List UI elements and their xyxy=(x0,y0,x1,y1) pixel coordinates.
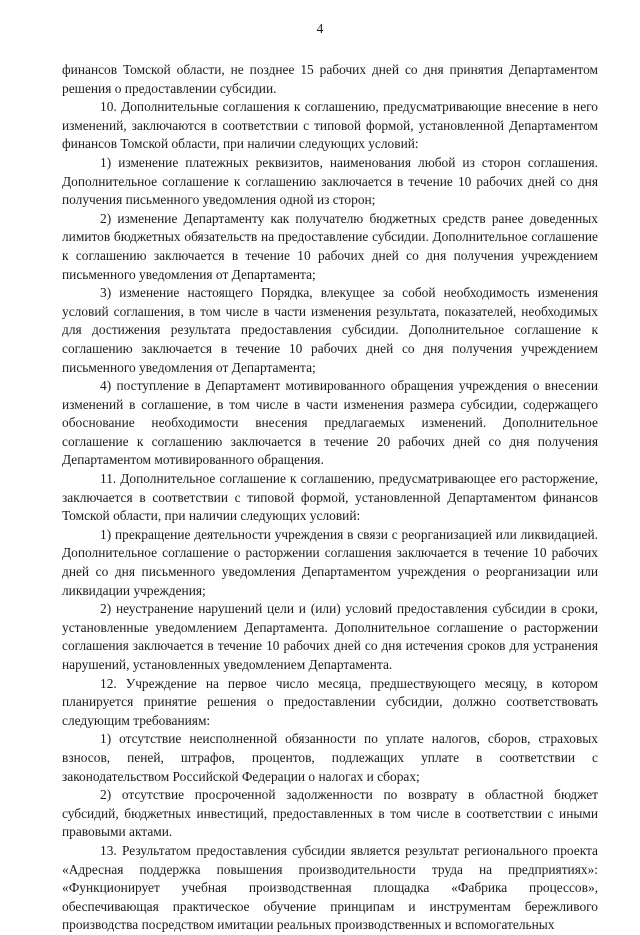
paragraph: 2) неустранение нарушений цели и (или) условий предоставления субсидии в сроки, установленные уведомлением Департамента. Дополнительное соглашение о расторжении соглашения заключается в течение 10 рабочих дней со дня истечения сроков для устранения нарушений, установленных уведомлением Департамента. xyxy=(62,601,598,672)
paragraph: 2) изменение Департаменту как получателю бюджетных средств ранее доведенных лимитов бюджетных обязательств на предоставление субсидии. Дополнительное соглашение к соглашению заключается в течение 10 рабочих дней со дня получения учреждением письменного уведомления от Департамента; xyxy=(62,210,598,282)
paragraph: 3) изменение настоящего Порядка, влекущее за собой необходимость изменения условий соглашения, в том числе в части изменения результата, показателей, необходимых для достижения результата предоставления субсидии. Дополнительное соглашение к соглашению заключается в течение 10 рабочих дней со дня получения учреждением письменного уведомления от Департамента; xyxy=(62,285,598,375)
paragraph: 4) поступление в Департамент мотивированного обращения учреждения о внесении изменений в соглашение, в том числе в части изменения размера субсидии, содержащего обоснование необходимости внесения предлагаемых изменений. Дополнительное соглашение к соглашению заключается в течение 20 рабочих дней со дня получения Департаментом мотивированного обращения. xyxy=(62,378,598,468)
paragraph: 1) изменение платежных реквизитов, наименования любой из сторон соглашения. Дополнительное соглашение к соглашению заключается в течение 10 рабочих дней со дня получения письменного уведомления одной из сторон; xyxy=(62,154,598,208)
paragraph: 1) отсутствие неисполненной обязанности по уплате налогов, сборов, страховых взносов, пеней, штрафов, процентов, подлежащих уплате в соответствии с законодательством Российской Федерации о налогах и сборах; xyxy=(62,731,598,784)
document-body xyxy=(62,61,598,935)
paragraph: 12. Учреждение на первое число месяца, предшествующего месяцу, в котором планируется принятие решения о предоставлении субсидии, должно соответствовать следующим требованиям: xyxy=(62,675,598,728)
paragraph: 13. Результатом предоставления субсидии является результат регионального проекта «Адресная поддержка повышения производительности труда на предприятиях»: «Функционирует учебная производственная площадка «Фабрика процессов», обеспечивающая практическое обучение принципам и инструментам бережливого производства посредством имитации реальных производственных и вспомогательных xyxy=(62,842,598,933)
page-number: 4 xyxy=(316,21,324,36)
paragraph: 2) отсутствие просроченной задолженности по возврату в областной бюджет субсидий, бюджетных инвестиций, предоставленных в том числе в соответствии с иными правовыми актами. xyxy=(62,787,598,840)
paragraph: 1) прекращение деятельности учреждения в связи с реорганизацией или ликвидацией. Дополнительное соглашение о расторжении соглашения заключается в течение 10 рабочих дней со дня письменного уведомления Департаментом учреждения о реорганизации или ликвидации учреждения; xyxy=(62,526,598,598)
paragraph: 10. Дополнительные соглашения к соглашению, предусматривающие внесение в него изменений, заключаются в соответствии с типовой формой, установленной Департаментом финансов Томской области, при наличии следующих условий: xyxy=(62,99,598,152)
paragraph: 11. Дополнительное соглашение к соглашению, предусматривающее его расторжение, заключается в соответствии с типовой формой, установленной Департаментом финансов Томской области, при наличии следующих условий: xyxy=(62,471,598,524)
paragraph: финансов Томской области, не позднее 15 рабочих дней со дня принятия Департаментом решения о предоставлении субсидии. xyxy=(62,62,598,96)
